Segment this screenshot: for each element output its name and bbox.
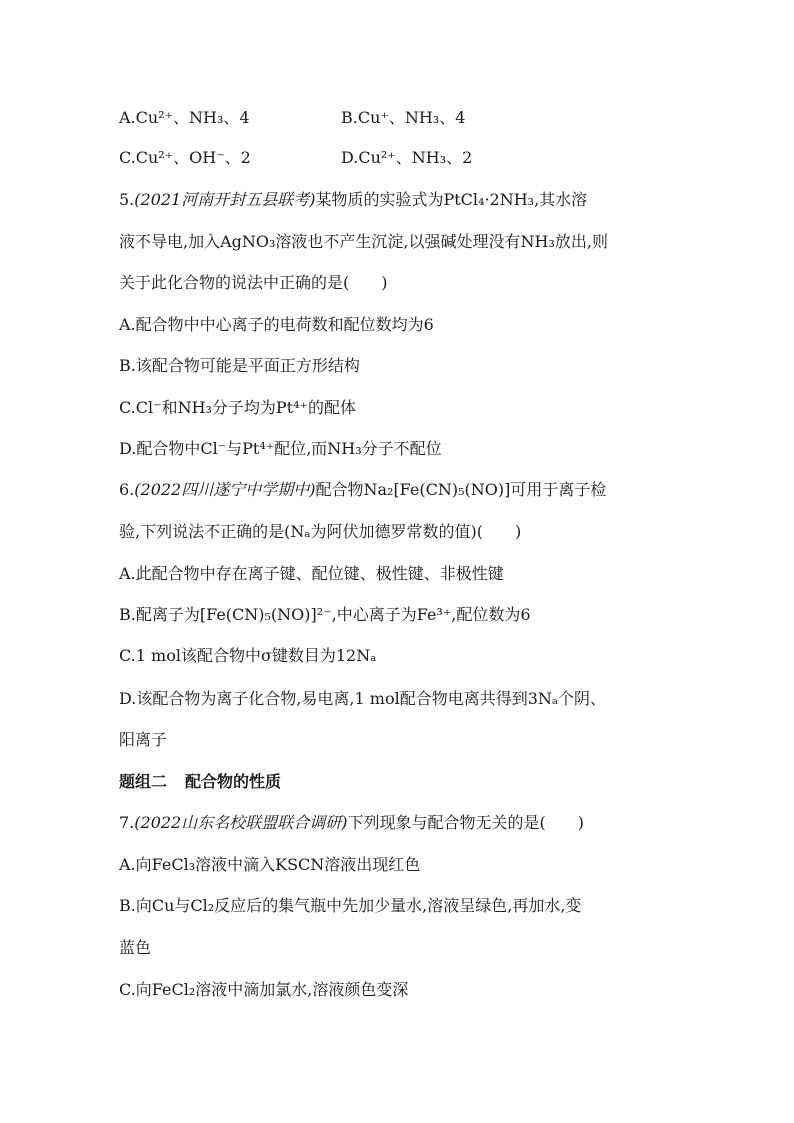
q7-number: 7. xyxy=(119,813,135,832)
q6-option-d-line-2: 阳离子 xyxy=(119,730,168,749)
q7-stem-line xyxy=(119,812,584,834)
q5-option-c: C.Cl⁻和NH₃分子均为Pt⁴⁺的配体 xyxy=(119,398,356,417)
q5-stem-line-2: 液不导电,加入AgNO₃溶液也不产生沉淀,以强碱处理没有NH₃放出,则 xyxy=(119,232,608,251)
q5-option-b: B.该配合物可能是平面正方形结构 xyxy=(119,356,360,375)
q7-option-c: C.向FeCl₂溶液中滴加氯水,溶液颜色变深 xyxy=(119,980,409,999)
q6-stem-line-1 xyxy=(119,479,606,501)
q6-option-d-line-1: D.该配合物为离子化合物,易电离,1 mol配合物电离共得到3Nₐ个阴、 xyxy=(119,689,607,708)
q7-option-b-line-2: 蓝色 xyxy=(119,938,152,957)
q5-source: (2021河南开封五县联考) xyxy=(134,190,316,209)
q7-option-a: A.向FeCl₃溶液中滴入KSCN溶液出现红色 xyxy=(119,855,421,874)
section-label: 题组二 xyxy=(119,772,168,791)
q7-option-b-line-1: B.向Cu与Cl₂反应后的集气瓶中先加少量水,溶液呈绿色,再加水,变 xyxy=(119,896,582,915)
q6-option-c: C.1 mol该配合物中σ键数目为12Nₐ xyxy=(119,646,377,665)
q5-stem-text-1: 某物质的实验式为PtCl₄·2NH₃,其水溶 xyxy=(315,190,588,209)
q6-stem-line-2: 验,下列说法不正确的是(Nₐ为阿伏加德罗常数的值)( ) xyxy=(119,522,522,541)
q5-stem-line-3: 关于此化合物的说法中正确的是( ) xyxy=(119,273,388,292)
q4-option-a: A.Cu²⁺、NH₃、4 xyxy=(119,108,250,127)
q7-source: (2022山东名校联盟联合调研) xyxy=(134,813,348,832)
q5-stem-line-1 xyxy=(119,189,587,211)
section-heading xyxy=(119,771,281,793)
q5-option-a: A.配合物中中心离子的电荷数和配位数均为6 xyxy=(119,315,434,334)
q6-option-b: B.配离子为[Fe(CN)₅(NO)]²⁻,中心离子为Fe³⁺,配位数为6 xyxy=(119,605,531,624)
q6-number: 6. xyxy=(119,480,135,499)
q6-source: (2022四川遂宁中学期中) xyxy=(134,480,316,499)
q6-option-a: A.此配合物中存在离子键、配位键、极性键、非极性键 xyxy=(119,564,504,583)
q4-option-c: C.Cu²⁺、OH⁻、2 xyxy=(119,148,251,167)
section-title: 配合物的性质 xyxy=(185,772,282,791)
q4-option-b: B.Cu⁺、NH₃、4 xyxy=(341,108,466,127)
q6-stem-text-1: 配合物Na₂[Fe(CN)₅(NO)]可用于离子检 xyxy=(315,480,607,499)
q4-option-d: D.Cu²⁺、NH₃、2 xyxy=(341,148,473,167)
q7-stem-text: 下列现象与配合物无关的是( ) xyxy=(347,813,584,832)
q5-option-d: D.配合物中Cl⁻与Pt⁴⁺配位,而NH₃分子不配位 xyxy=(119,439,442,458)
q5-number: 5. xyxy=(119,190,135,209)
